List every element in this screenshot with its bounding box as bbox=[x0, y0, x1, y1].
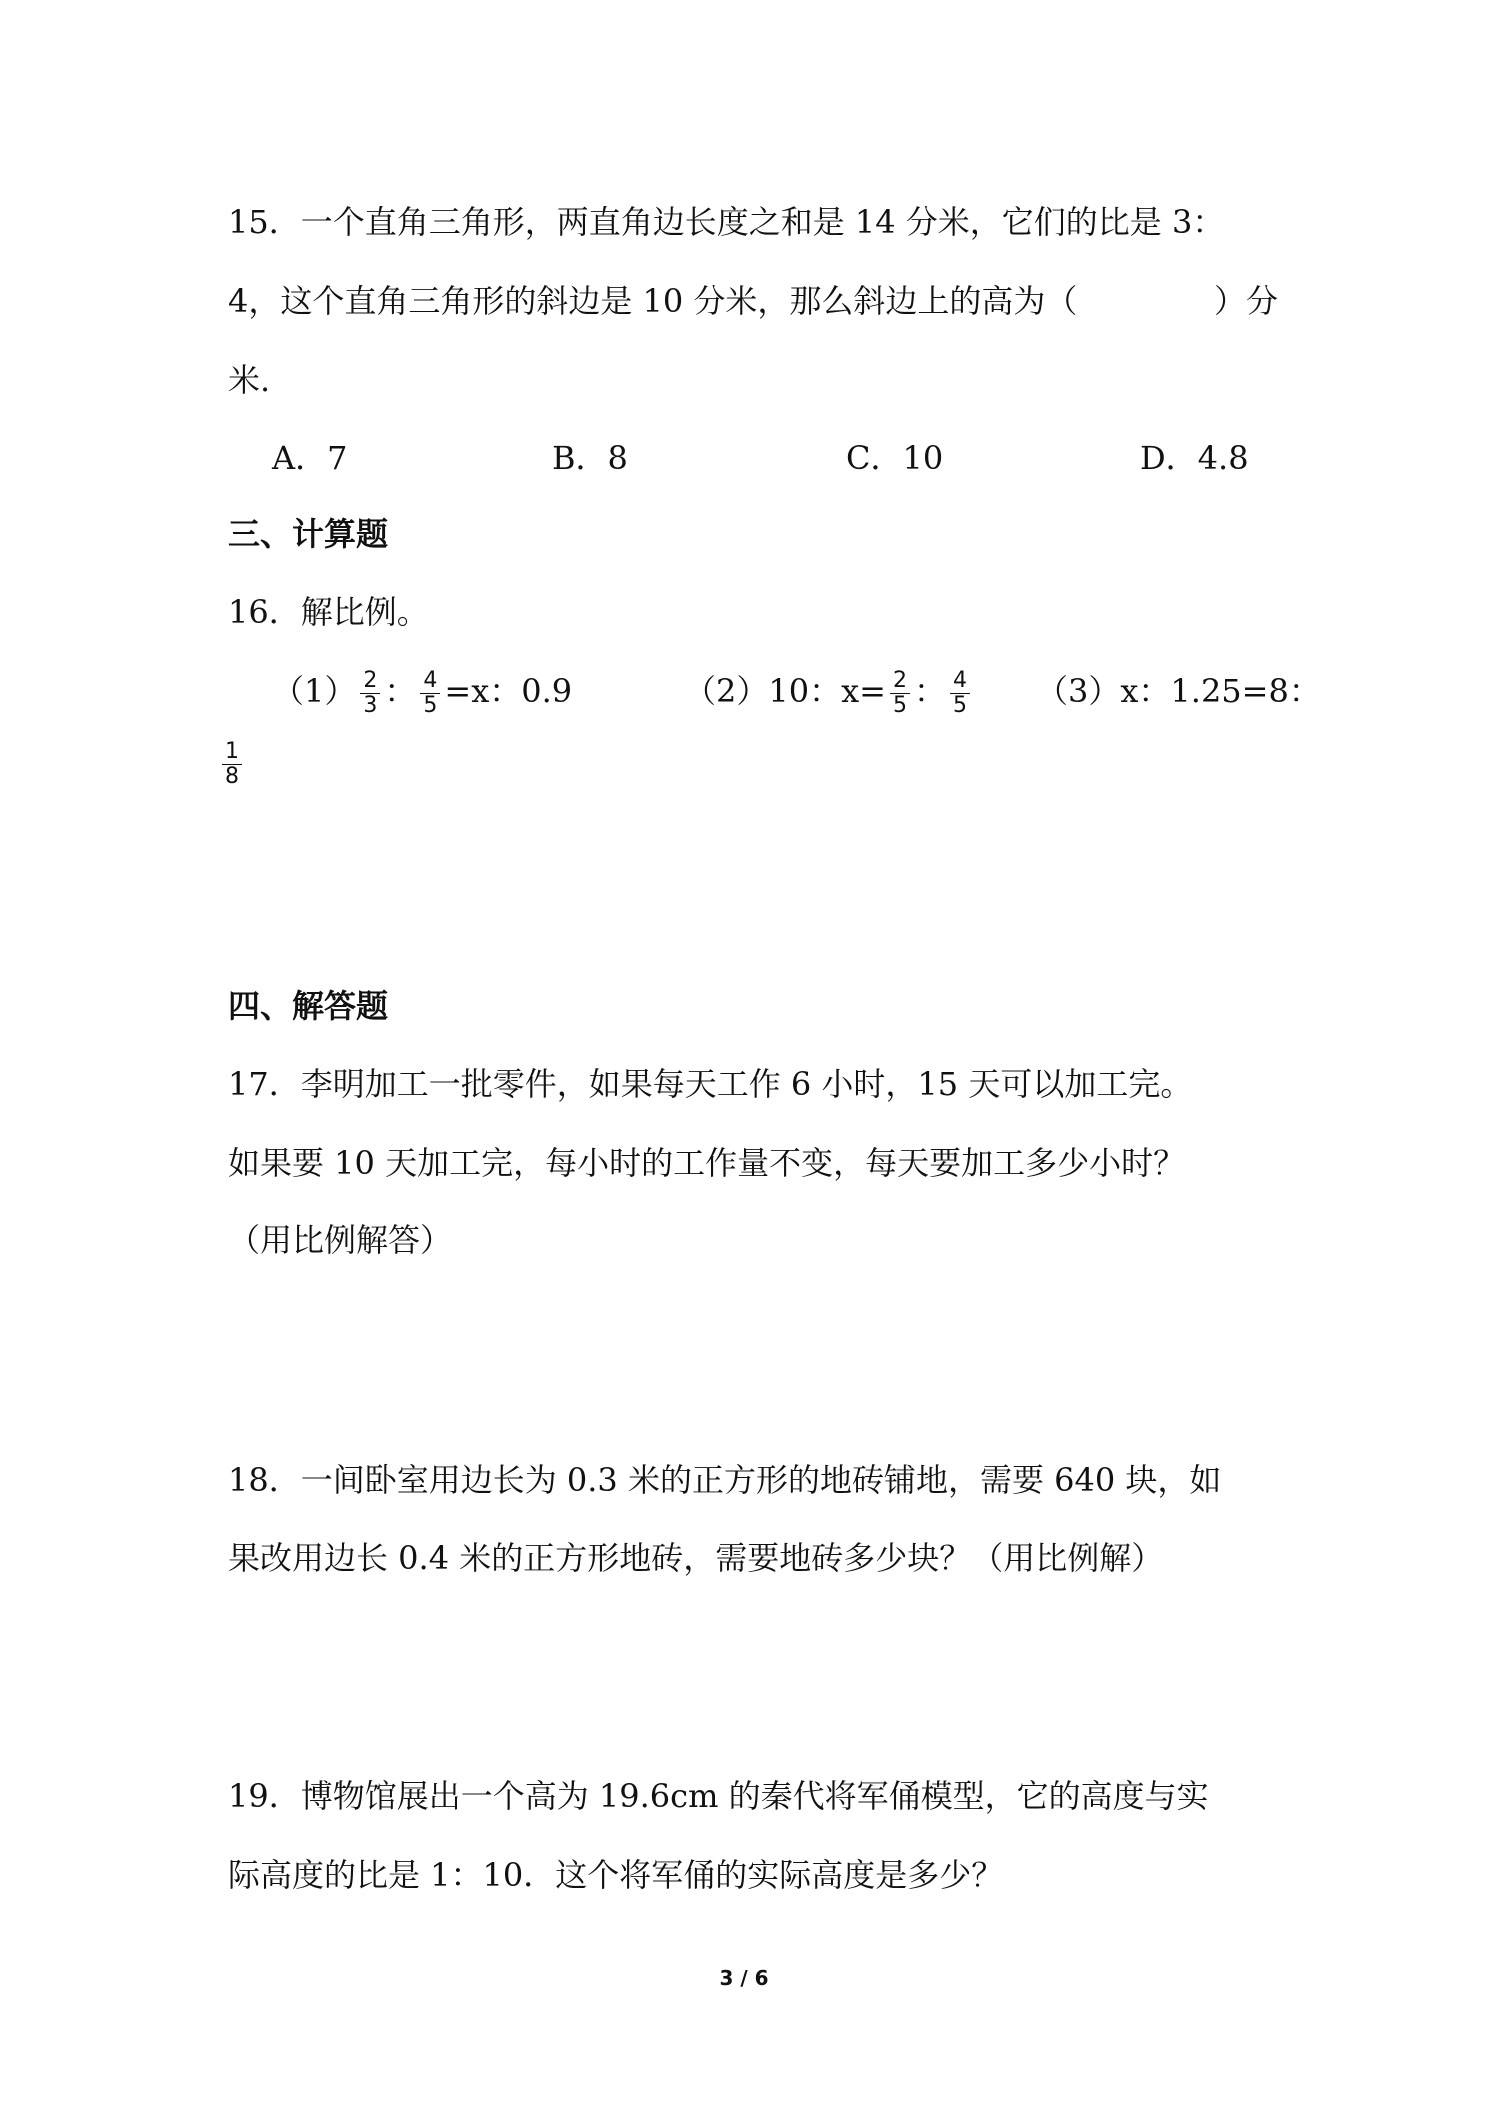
q16-p2-f2-numerator: 4 bbox=[950, 669, 970, 694]
q16-p1-f2-numerator: 4 bbox=[420, 669, 440, 694]
q16-p1-f1-denominator: 3 bbox=[363, 693, 378, 718]
q16-p1-tail: =x：0.9 bbox=[444, 672, 573, 710]
q17-line-2: 如果要 10 天加工完，每小时的工作量不变，每天要加工多少小时？ bbox=[228, 1144, 1186, 1182]
q15-line-2 bbox=[228, 279, 1278, 323]
q15-line-2-end: ）分 bbox=[1213, 282, 1278, 320]
q19-line-1: 19．博物馆展出一个高为 19.6cm 的秦代将军俑模型，它的高度与实 bbox=[228, 1777, 1209, 1815]
q16-stem: 16．解比例。 bbox=[228, 593, 429, 631]
q15-option-a: A．7 bbox=[272, 439, 348, 477]
q16-p3-label: （3）x：1.25=8： bbox=[1036, 672, 1321, 710]
q15-line-1: 15．一个直角三角形，两直角边长度之和是 14 分米，它们的比是 3： bbox=[228, 203, 1225, 241]
q15-line-2-text: 4，这个直角三角形的斜边是 10 分米，那么斜边上的高为（ bbox=[228, 282, 1078, 320]
q16-p3-fraction bbox=[222, 740, 242, 789]
q17-line-1: 17．李明加工一批零件，如果每天工作 6 小时，15 天可以加工完。 bbox=[228, 1065, 1193, 1103]
q15-option-c: C．10 bbox=[846, 439, 944, 477]
q16-p2-label: （2）10：x= bbox=[684, 672, 886, 710]
q16-p1-f1-numerator: 2 bbox=[360, 669, 380, 694]
q18-line-1: 18．一间卧室用边长为 0.3 米的正方形的地砖铺地，需要 640 块，如 bbox=[228, 1461, 1222, 1499]
q16-p1-f2-denominator: 5 bbox=[423, 693, 438, 718]
q17-line-3: （用比例解答） bbox=[228, 1221, 453, 1259]
q19-line-2: 际高度的比是 1：10．这个将军俑的实际高度是多少？ bbox=[228, 1856, 1004, 1894]
q16-problem-2 bbox=[684, 666, 974, 718]
q16-problem-1 bbox=[272, 666, 572, 718]
q18-line-2: 果改用边长 0.4 米的正方形地砖，需要地砖多少块？（用比例解） bbox=[228, 1539, 1164, 1577]
q16-p2-f1-denominator: 5 bbox=[892, 693, 907, 718]
q16-p2-fraction-2 bbox=[950, 669, 970, 718]
q16-p1-label: （1） bbox=[272, 672, 357, 710]
q16-p1-separator: ： bbox=[384, 672, 417, 710]
section-heading-answer: 四、解答题 bbox=[228, 987, 389, 1025]
q15-option-d: D．4.8 bbox=[1140, 439, 1249, 477]
q15-option-b: B．8 bbox=[552, 439, 628, 477]
q16-p2-f2-denominator: 5 bbox=[952, 693, 967, 718]
q16-p1-fraction-1 bbox=[360, 669, 380, 718]
q16-p2-f1-numerator: 2 bbox=[890, 669, 910, 694]
q15-line-3: 米. bbox=[228, 361, 271, 399]
q16-problem-3 bbox=[1036, 666, 1321, 716]
q16-p3-denominator: 8 bbox=[225, 764, 239, 789]
q16-p1-fraction-2 bbox=[420, 669, 440, 718]
q16-p2-separator: ： bbox=[913, 672, 946, 710]
page-number: 3 / 6 bbox=[719, 1966, 769, 1990]
section-heading-calculation: 三、计算题 bbox=[228, 515, 389, 553]
q16-p2-fraction-1 bbox=[890, 669, 910, 718]
q16-p3-numerator: 1 bbox=[222, 740, 242, 765]
